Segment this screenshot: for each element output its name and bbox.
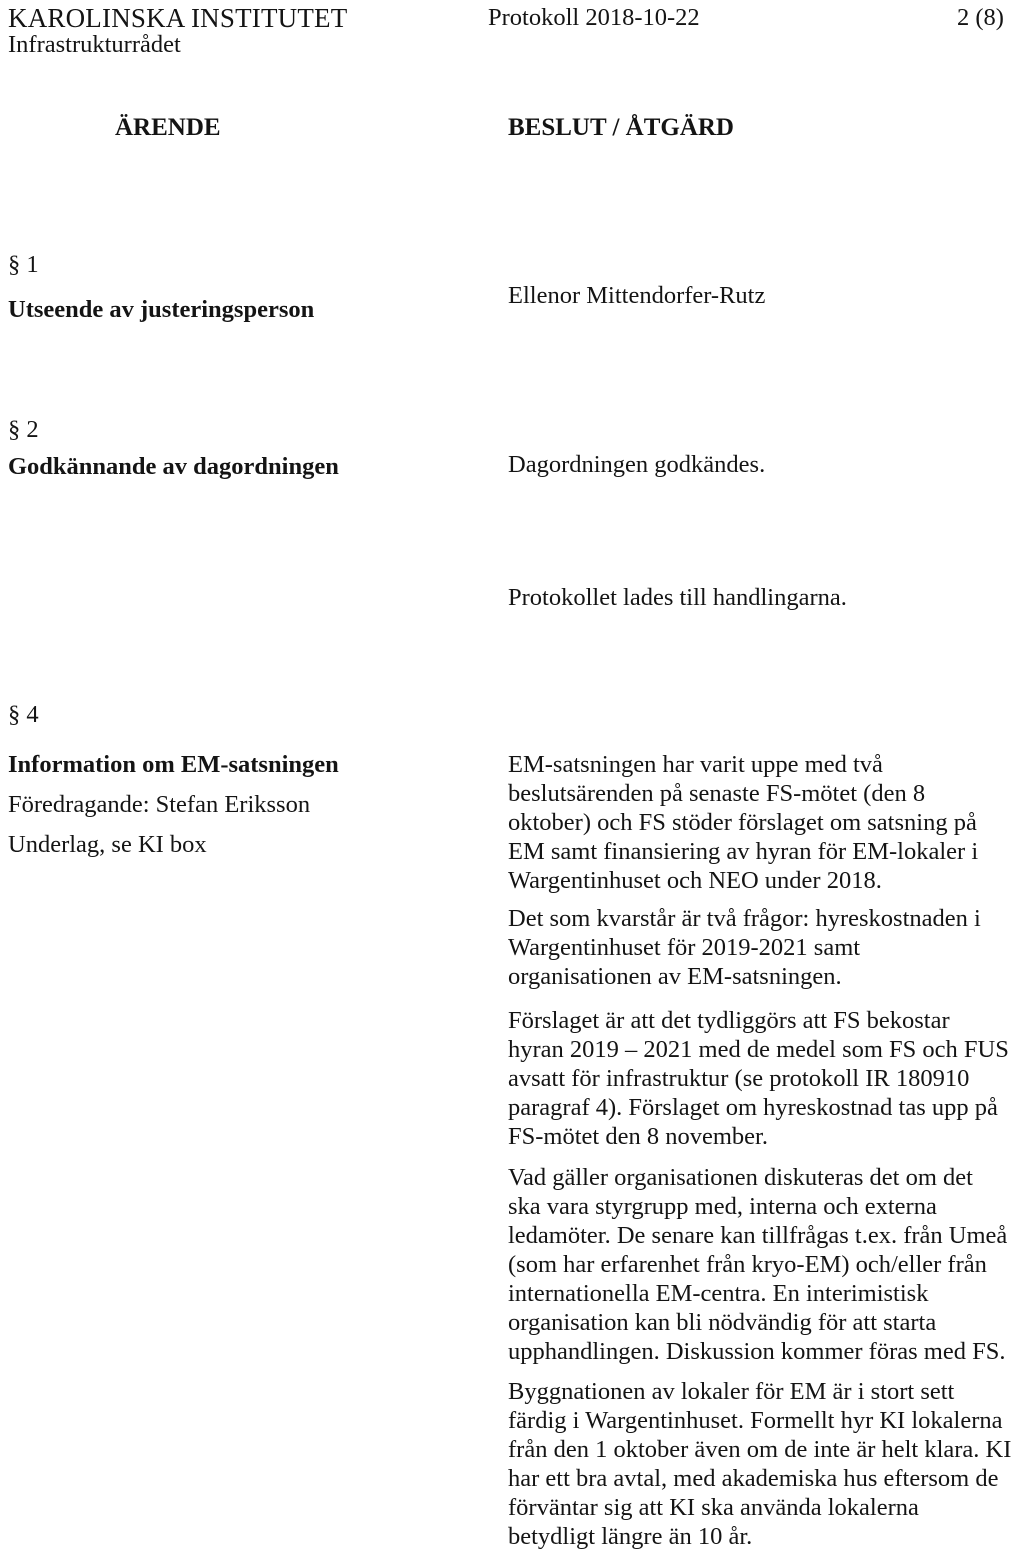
agenda-item-1: [0, 250, 1024, 326]
decision-paragraph: [508, 1163, 1022, 1366]
decision-line: Förslaget är att det tydliggörs att FS bekostar: [508, 1007, 950, 1034]
decision-line: från den 1 oktober även om de inte är helt klara. KI: [508, 1436, 1012, 1463]
decision-line: EM samt finansiering av hyran för EM-lokaler i: [508, 838, 979, 865]
page-number: 2 (8): [957, 4, 1004, 31]
decision-line: Vad gäller organisationen diskuteras det om det: [508, 1164, 973, 1191]
section-decision: Ellenor Mittendorfer-Rutz: [508, 282, 766, 309]
decision-paragraph: [508, 904, 1022, 991]
section-number: § 4: [8, 701, 39, 728]
decision-line: (som har erfarenhet från kryo-EM) och/eller från: [508, 1251, 987, 1278]
decision-line: hyran 2019 – 2021 med de medel som FS och FUS: [508, 1036, 1009, 1063]
decision-line: internationella EM-centra. En interimistisk: [508, 1280, 929, 1307]
column-headings: [0, 113, 1024, 143]
section-number: § 2: [8, 416, 39, 443]
decision-line: Byggnationen av lokaler för EM är i stort sett: [508, 1378, 955, 1405]
section-decision: Dagordningen godkändes.: [508, 451, 766, 478]
section-decision: Protokollet lades till handlingarna.: [508, 584, 847, 611]
section-title: Utseende av justeringsperson: [8, 296, 315, 323]
decision-line: Wargentinhuset för 2019-2021 samt: [508, 934, 861, 961]
decision-paragraph: [508, 1006, 1022, 1151]
decision-paragraph: [508, 1377, 1022, 1551]
decision-line: paragraf 4). Förslaget om hyreskostnad tas upp på: [508, 1094, 998, 1121]
document-header: [0, 0, 1024, 62]
decision-line: EM-satsningen har varit uppe med två: [508, 751, 883, 778]
decision-line: ska vara styrgrupp med, interna och externa: [508, 1193, 937, 1220]
decision-line: upphandlingen. Diskussion kommer föras med FS.: [508, 1338, 1006, 1365]
section-material: Underlag, se KI box: [8, 831, 207, 858]
decision-line: färdig i Wargentinhuset. Formellt hyr KI lokalerna: [508, 1407, 1003, 1434]
decision-line: Det som kvarstår är två frågor: hyreskostnaden i: [508, 905, 981, 932]
decision-line: betydligt längre än 10 år.: [508, 1523, 753, 1550]
section-number: § 1: [8, 251, 39, 278]
agenda-item-4: [0, 700, 1024, 1552]
decision-line: förväntar sig att KI ska använda lokalerna: [508, 1494, 919, 1521]
section-decision-text: [508, 750, 1022, 1551]
decision-line: avsatt för infrastruktur (se protokoll IR 180910: [508, 1065, 970, 1092]
decision-line: Wargentinhuset och NEO under 2018.: [508, 867, 882, 894]
agenda-item-3: [0, 583, 1024, 612]
decision-line: ledamöter. De senare kan tillfrågas t.ex. från Umeå: [508, 1222, 1008, 1249]
decision-line: FS-mötet den 8 november.: [508, 1123, 768, 1150]
decision-line: organisation kan bli nödvändig för att starta: [508, 1309, 937, 1336]
agenda-item-2: [0, 415, 1024, 483]
council-name: Infrastrukturrådet: [8, 31, 181, 58]
decision-paragraph: [508, 750, 1022, 895]
section-title: Godkännande av dagordningen: [8, 453, 339, 480]
column-heading-matter: ÄRENDE: [115, 114, 221, 141]
section-presenter: Föredragande: Stefan Eriksson: [8, 791, 311, 818]
organization-name: KAROLINSKA INSTITUTET: [8, 3, 348, 33]
column-heading-decision: BESLUT / ÅTGÄRD: [508, 114, 734, 141]
decision-line: oktober) och FS stöder förslaget om satsning på: [508, 809, 977, 836]
decision-line: organisationen av EM-satsningen.: [508, 963, 842, 990]
decision-line: beslutsärenden på senaste FS-mötet (den 8: [508, 780, 926, 807]
decision-line: har ett bra avtal, med akademiska hus eftersom de: [508, 1465, 999, 1492]
section-title: Information om EM-satsningen: [8, 751, 339, 778]
protocol-date: Protokoll 2018-10-22: [488, 4, 700, 31]
